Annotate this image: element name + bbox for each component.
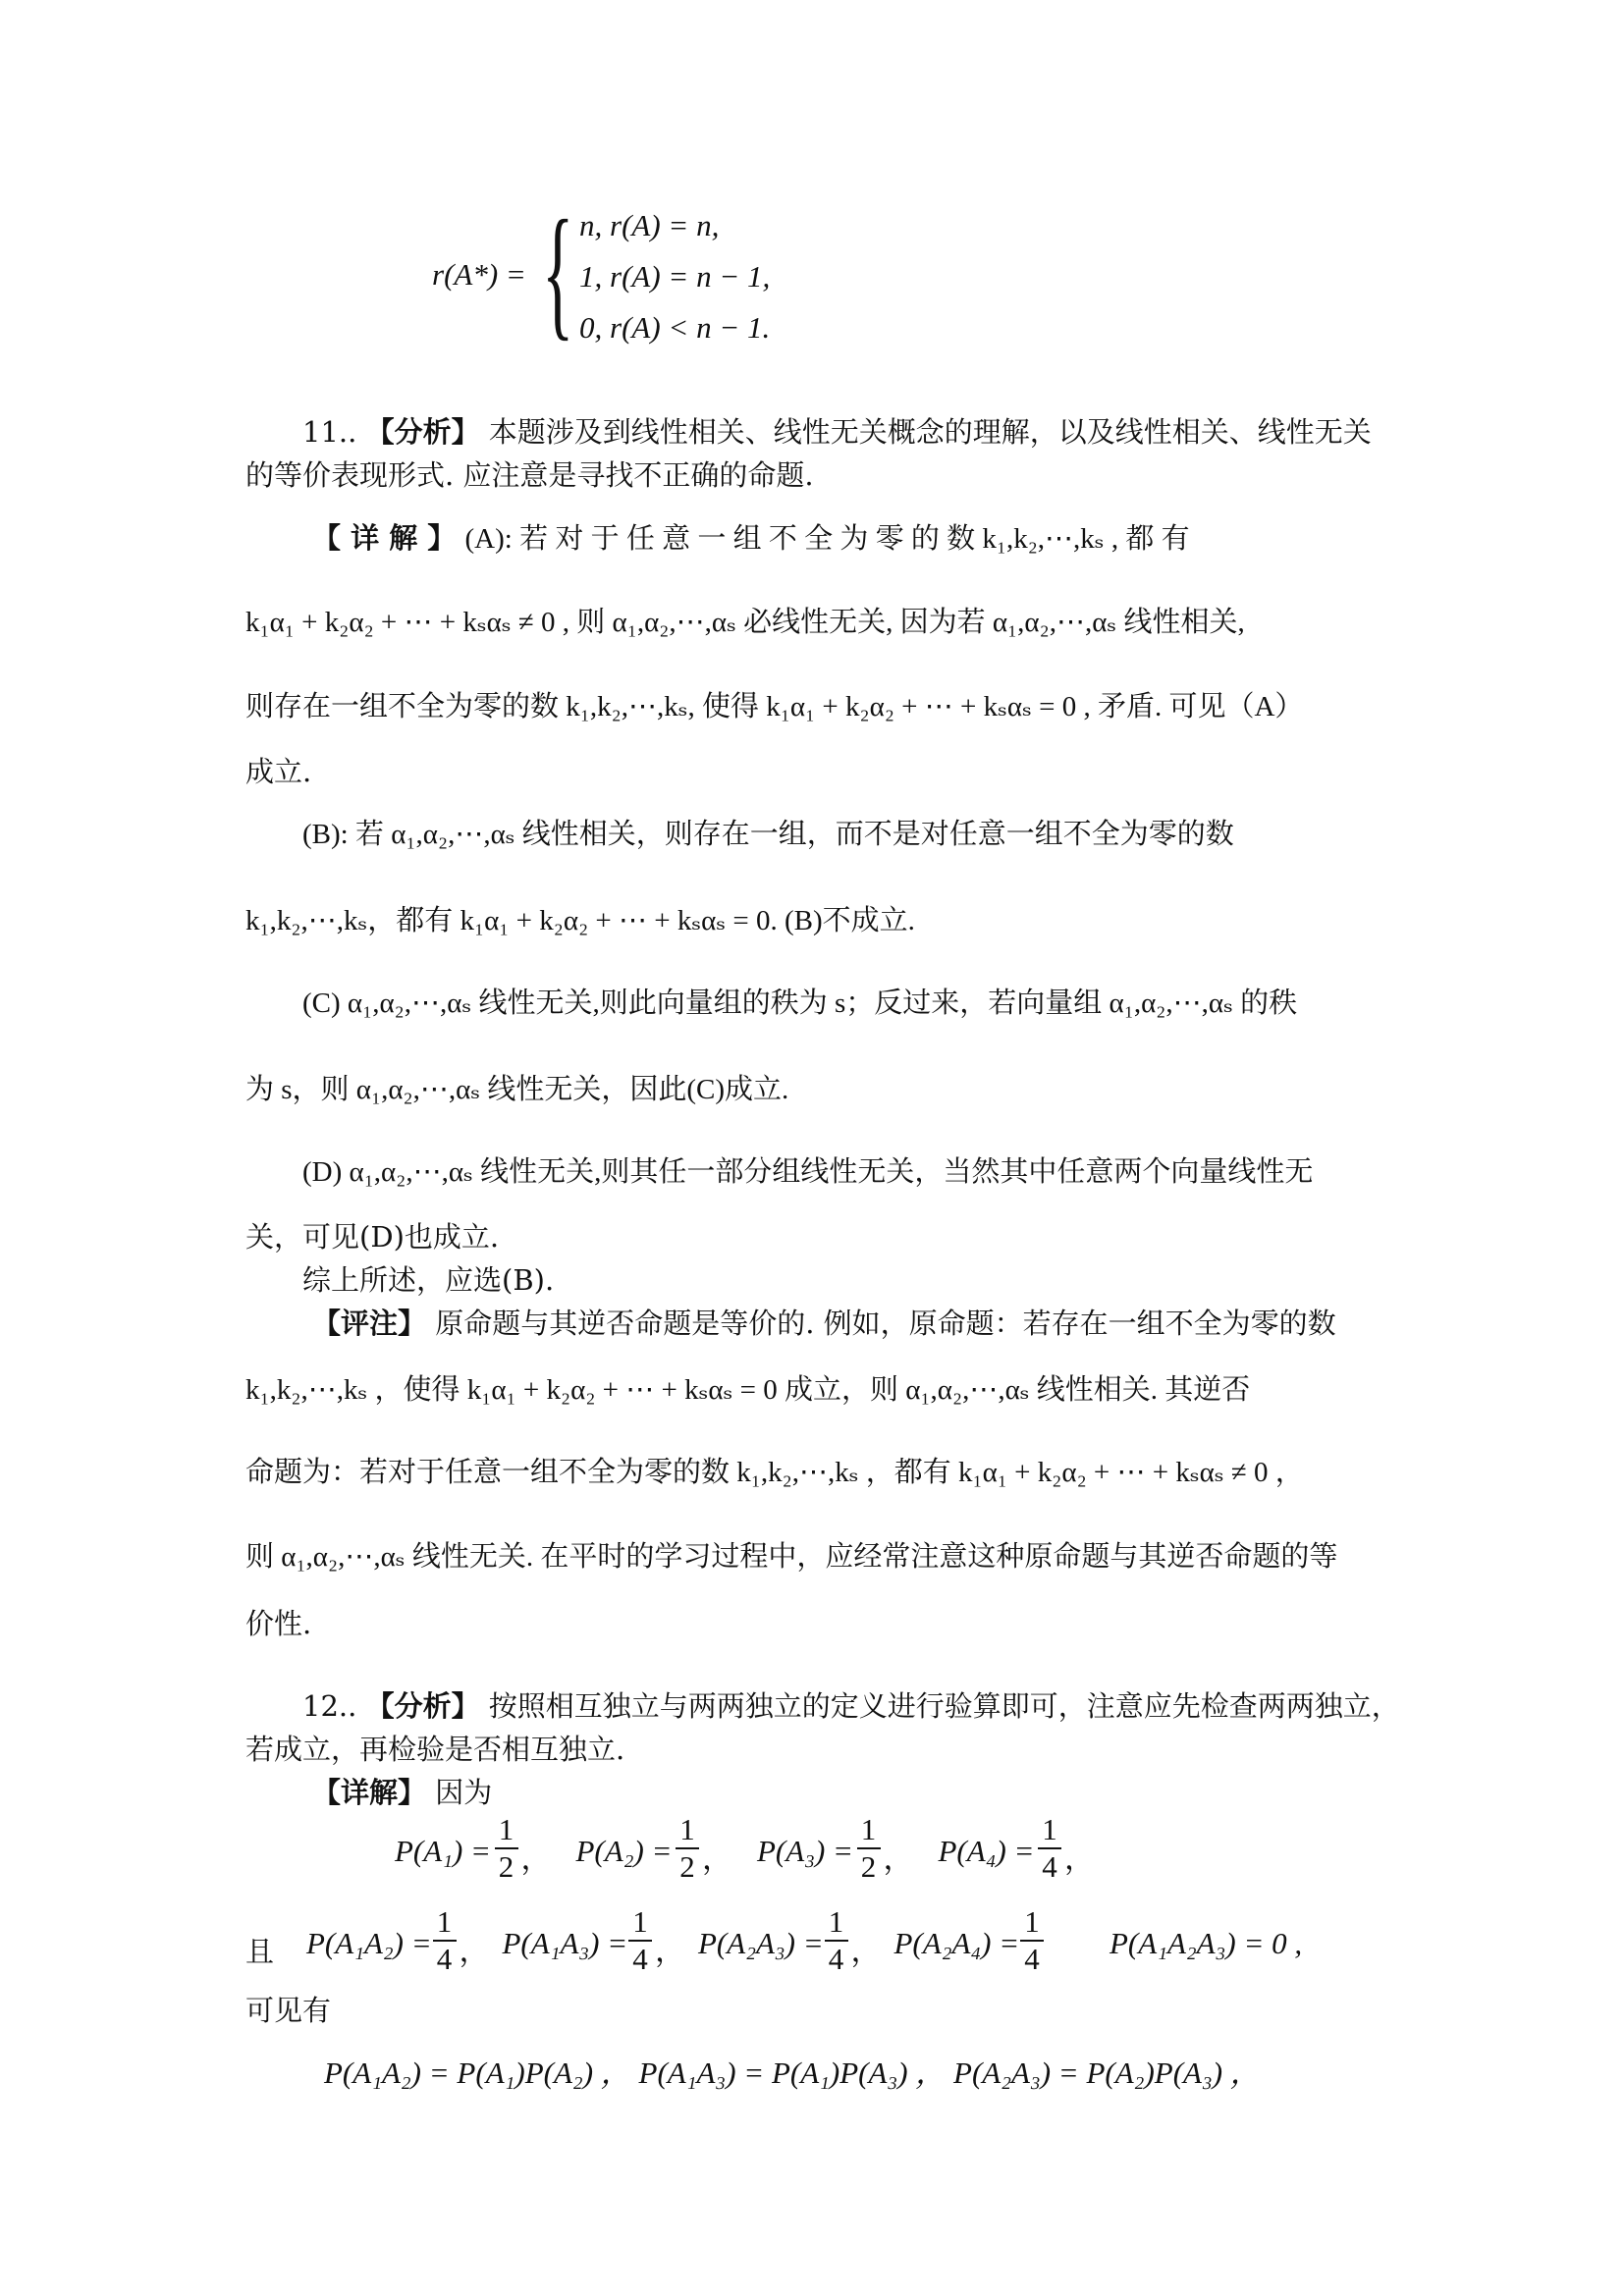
q12-detail-text: 因为: [435, 1776, 493, 1809]
q11-comment-line-3: 命题为：若对于任意一组不全为零的数 k₁,k₂,⋯,kₛ ，都有 k₁α₁ + k₂α₂ + ⋯ + kₛαₛ ≠ 0 ，: [245, 1457, 1304, 1488]
q12-analysis-line-1: [302, 1686, 1400, 1726]
q12-marginal-prob-separator: ，: [702, 1842, 732, 1876]
q11-c-line-1: (C) α₁,α₂,⋯,αₛ 线性无关,则此向量组的秩为 s；反过来，若向量组 α₁,α₂,⋯,αₛ 的秩: [302, 988, 1298, 1019]
q12-marginal-prob-separator: ，: [883, 1842, 914, 1876]
q12-joint-prob-denominator: 4: [828, 1942, 844, 1976]
q12-detail-line: [312, 1773, 1446, 1812]
q12-marginal-prob-separator: ，: [520, 1842, 552, 1876]
q11-a-text-1: (A): 若 对 于 任 意 一 组 不 全 为 零 的 数 k₁,k₂,⋯,kₛ , 都 有: [464, 523, 1190, 555]
q12-joint-prob-separator: ，: [459, 1934, 490, 1968]
q12-joint-prob-numerator: 1: [1024, 1904, 1040, 1939]
q12-analysis-line-2: 若成立，再检验是否相互独立.: [245, 1733, 625, 1766]
q12-joint-prob-label: P(A₁A₃) =: [502, 1926, 628, 1960]
formula-case-1: n, r(A) = n,: [579, 208, 720, 242]
q12-marginal-prob-denominator: 2: [679, 1849, 695, 1884]
q11-b-line-2: k₁,k₂,⋯,kₛ，都有 k₁α₁ + k₂α₂ + ⋯ + kₛαₛ = 0. (B)不成立.: [245, 905, 915, 936]
q11-a-line-3: 则存在一组不全为零的数 k₁,k₂,⋯,kₛ, 使得 k₁α₁ + k₂α₂ + ⋯ + kₛαₛ = 0 , 矛盾. 可见（A）: [245, 691, 1304, 722]
formula-case-2: 1, r(A) = n − 1,: [579, 259, 771, 294]
q12-detail-tag: 【详解】: [312, 1776, 427, 1809]
q12-joint-prob-denominator: 4: [632, 1942, 648, 1976]
q12-marginal-prob-numerator: 1: [860, 1812, 877, 1846]
q11-detail-tag: 【 详 解 】: [312, 521, 457, 555]
q11-number: 11..: [302, 415, 357, 449]
q12-marginal-prob-denominator: 2: [860, 1849, 877, 1884]
q11-analysis-tag: 【分析】: [365, 415, 480, 449]
q12-visible-text: 可见有: [245, 1994, 332, 2027]
q12-marginal-prob-label: P(A₂) =: [575, 1834, 673, 1868]
q11-d-line-2: 关，可见(D)也成立.: [245, 1220, 500, 1254]
q11-conclusion: 综上所述，应选(B).: [302, 1263, 555, 1297]
q11-comment-line-4: 则 α₁,α₂,⋯,αₛ 线性无关. 在平时的学习过程中，应经常注意这种原命题与其逆否命题的等: [245, 1541, 1338, 1573]
q12-joint-prob-separator: ，: [655, 1934, 685, 1968]
q12-joint-prob-label: P(A₁A₂) =: [306, 1926, 432, 1960]
q11-comment-tag: 【评注】: [312, 1307, 427, 1340]
q11-analysis-text: 本题涉及到线性相关、线性无关概念的理解，以及线性相关、线性无关: [488, 415, 1372, 449]
left-brace: {: [542, 190, 574, 353]
q12-analysis-tag: 【分析】: [365, 1689, 480, 1723]
q12-marginal-prob-label: P(A₁) =: [395, 1834, 491, 1868]
q11-a-line-2: k₁α₁ + k₂α₂ + ⋯ + kₛαₛ ≠ 0 , 则 α₁,α₂,⋯,αₛ 必线性无关, 因为若 α₁,α₂,⋯,αₛ 线性相关,: [245, 607, 1245, 638]
q12-marginal-prob-denominator: 2: [498, 1849, 514, 1884]
q11-comment-line-5: 价性.: [245, 1607, 312, 1640]
q11-a-line-4: 成立.: [245, 755, 312, 788]
q12-joint-prob-denominator: 4: [1024, 1942, 1040, 1976]
q12-joint-prob-numerator: 1: [828, 1904, 844, 1939]
q12-marginal-prob-denominator: 4: [1042, 1849, 1057, 1884]
q12-joint-prob-numerator: 1: [436, 1904, 453, 1939]
q11-analysis-line-2: 的等价表现形式. 应注意是寻找不正确的命题.: [245, 458, 814, 492]
q12-number: 12..: [302, 1689, 357, 1723]
q12-joint-prob-denominator: 4: [436, 1942, 453, 1976]
q11-comment-line-2: k₁,k₂,⋯,kₛ ，使得 k₁α₁ + k₂α₂ + ⋯ + kₛαₛ = 0 成立，则 α₁,α₂,⋯,αₛ 线性相关. 其逆否: [245, 1374, 1251, 1406]
q12-marginal-prob-numerator: 1: [498, 1812, 514, 1846]
q12-and-word: 且: [245, 1935, 275, 1968]
q11-c-line-2: 为 s，则 α₁,α₂,⋯,αₛ 线性无关，因此(C)成立.: [245, 1074, 789, 1105]
q12-marginal-prob-numerator: 1: [1042, 1812, 1057, 1846]
q12-joint-prob-separator: ，: [850, 1934, 882, 1968]
q12-marginal-prob-label: P(A₃) =: [757, 1834, 853, 1868]
q11-analysis-line-1: [302, 412, 1380, 452]
q12-joint-prob-numerator: 1: [632, 1904, 648, 1939]
formula-lhs: r(A*) =: [432, 257, 526, 292]
q12-marginal-prob-label: P(A₄) =: [938, 1834, 1035, 1868]
formula-case-3: 0, r(A) < n − 1.: [579, 310, 771, 345]
q11-comment-line-1: [312, 1304, 1380, 1343]
q11-d-line-1: (D) α₁,α₂,⋯,αₛ 线性无关,则其任一部分组线性无关，当然其中任意两个向量线性无: [302, 1156, 1314, 1188]
q12-joint-prob-label: P(A₂A₃) =: [698, 1926, 824, 1960]
q11-detail-a-line-1: [312, 518, 1380, 559]
q12-marginal-prob-separator: ，: [1064, 1842, 1095, 1876]
q11-comment-text-1: 原命题与其逆否命题是等价的. 例如，原命题：若存在一组不全为零的数: [435, 1307, 1336, 1340]
q12-analysis-text: 按照相互独立与两两独立的定义进行验算即可，注意应先检查两两独立，: [488, 1689, 1400, 1723]
q12-marginal-prob-numerator: 1: [679, 1812, 695, 1846]
q12-joint-tail: P(A₁A₂A₃) = 0 ,: [1110, 1926, 1303, 1960]
q12-joint-prob-label: P(A₂A₄) =: [893, 1926, 1020, 1960]
q12-product-line: P(A₁A₂) = P(A₁)P(A₂) ， P(A₁A₃) = P(A₁)P(A₃) ， P(A₂A₃) = P(A₂)P(A₃) ，: [324, 2056, 1261, 2090]
q11-b-line-1: (B): 若 α₁,α₂,⋯,αₛ 线性相关，则存在一组，而不是对任意一组不全为零的数: [302, 819, 1234, 850]
